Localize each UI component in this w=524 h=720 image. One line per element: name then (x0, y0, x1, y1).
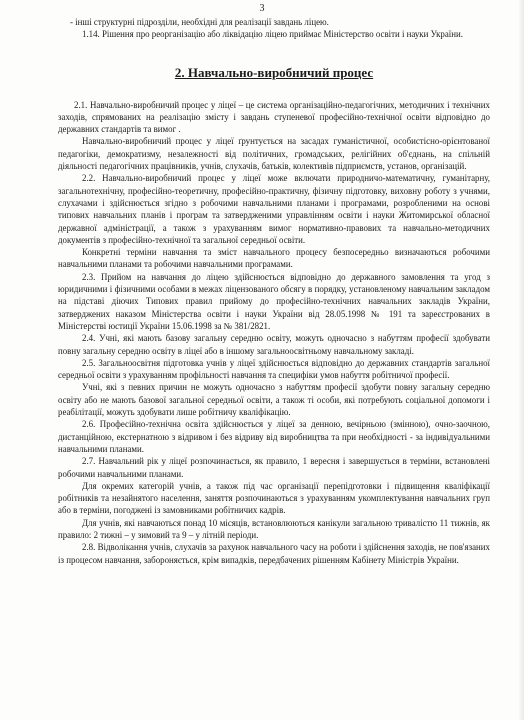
paragraph-2-6: 2.6. Професійно-технічна освіта здійснюється у ліцеї за денною, вечірньою (змінною), очно-заочною, дистанційною, екстернатною з відривом і без відриву від виробництва та при необхідності - за індивідуальними навчальними планами. (58, 419, 490, 454)
paragraph: Для учнів, які навчаються понад 10 місяців, встановлюються канікули загальною тривалістю 11 тижнів, як правило: 2 тижні – у зимовий та 9 – у літній періоди. (58, 517, 490, 540)
paragraph-2-2: 2.2. Навчально-виробничий процес у ліцеї може включати природничо-математичну, гуманітарну, загальнотехнічну, професійно-теоретичну, професійно-практичну, фізичну підготовку, виховну роботу з учнями, слухачами і здійснюється згідно з робочими навчальними планами і програмами, розробленими на основі типових навчальних планів і програм та затвердженими управлінням освіти і науки Житомирської обласної державної адміністрації, а також з урахуванням вимог нормативно-правових та навчально-методичних документів з професійно-технічної та загальної середньої освіти. (58, 173, 490, 245)
paragraph-2-7: 2.7. Навчальний рік у ліцеї розпочинається, як правило, 1 вересня і завершується в терміни, встановлені робочими навчальними планами. (58, 456, 490, 479)
paragraph-2-4: 2.4. Учні, які мають базову загальну середню освіту, можуть одночасно з набуттям професії здобувати повну загальну середню освіту в ліцеї або в іншому загальноосвітньому навчальному закладі. (58, 333, 490, 356)
paragraph-2-5: 2.5. Загальноосвітня підготовка учнів у ліцеї здійснюється відповідно до державних стандартів загальної середньої освіти з урахуванням профільності навчання та специфіки умов набуття робітничої професії. (58, 357, 490, 381)
section-title: 2. Навчально-виробничий процес (174, 64, 374, 80)
top-paragraph: 1.14. Рішення про реорганізацію або ліквідацію ліцею приймає Міністерство освіти і науки України. (82, 29, 463, 40)
document-body (58, 16, 490, 566)
paragraph: Навчально-виробничий процес у ліцеї ґрунтується на засадах гуманістичної, особистісно-орієнтованої педагогіки, демократизму, незалежності від політичних, громадських, релігійних об'єднань, на спільній діяльності педагогічних працівників, учнів, слухачів, батьків, колективів підприємств, установ, організацій. (58, 136, 490, 172)
paragraph: Учні, які з певних причин не можуть одночасно з набуттям професії здобути повну загальну середню освіту або не мають базової загальної середньої освіти, а також ті особи, які потребують соціальної допомоги і реабілітації, можуть здобувати лише робітничу кваліфікацію. (58, 382, 490, 418)
paragraph-2-8: 2.8. Відволікання учнів, слухачів за рахунок навчального часу на роботи і здійснення заходів, не пов'язаних із процесом навчання, забороняється, крім випадків, передбачених рішенням Кабінету Міністрів України. (58, 542, 490, 565)
paragraph-2-3: 2.3. Прийом на навчання до ліцею здійснюється відповідно до державного замовлення та угод з юридичними і фізичними особами в межах ліцензованого обсягу в порядку, установленому навчальним закладом на підставі діючих Типових правил прийому до професійно-технічних навчальних закладів України, затверджених наказом Міністерства освіти і науки України від 28.05.1998 № 191 та зареєстрованих в Міністерстві юстиції України 15.06.1998 за № 381/2821. (58, 271, 490, 331)
page-number: 3 (259, 3, 265, 14)
top-paragraph: - інші структурні підрозділи, необхідні для реалізації завдань ліцею. (70, 17, 329, 27)
page-edge-shadow (518, 0, 524, 720)
paragraph-2-1: 2.1. Навчально-виробничий процес у ліцеї – це система організаційно-педагогічних, методичних і технічних заходів, спрямованих на реалізацію змісту і завдань ступеневої професійно-технічної освіти відповідно до державних стандартів та вимог . (58, 99, 490, 135)
paragraph: Конкретні терміни навчання та зміст навчального процесу безпосередньо визначаються робочими навчальними планами та робочими навчальними програмами. (58, 247, 490, 270)
paragraph: Для окремих категорій учнів, а також під час організації перепідготовки і підвищення кваліфікації робітників та незайнятого населення, заняття розпочинаються з урахуванням укомплектування навчальних груп або в терміни, погоджені із замовниками робітничих кадрів. (58, 480, 490, 516)
